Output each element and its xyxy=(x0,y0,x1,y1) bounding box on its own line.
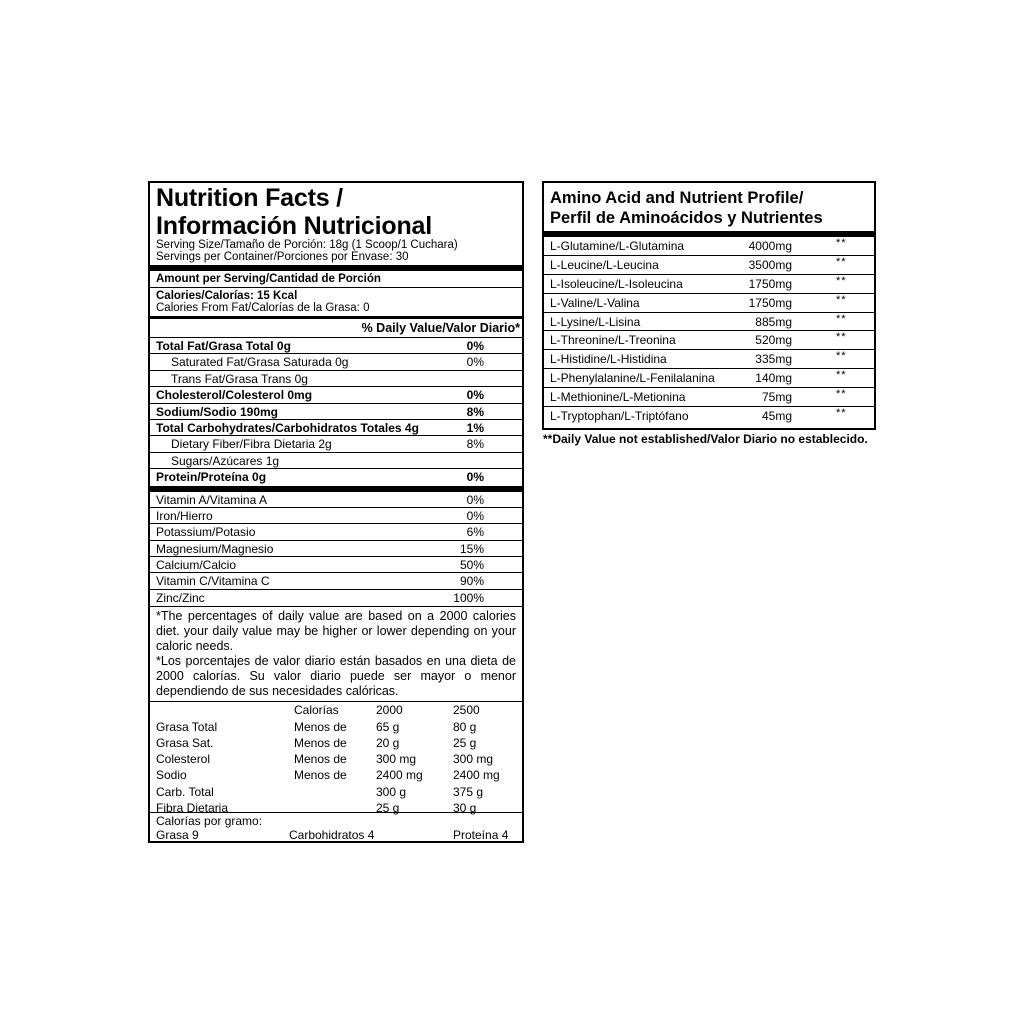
amino-list xyxy=(544,237,874,426)
reference-cell: Colesterol xyxy=(156,752,211,767)
vitamin-label: Iron/Hierro xyxy=(156,508,213,523)
vitamin-row xyxy=(150,541,522,557)
nutrient-row xyxy=(150,387,522,403)
amino-amount: 885mg xyxy=(755,314,792,329)
nutrient-list xyxy=(150,338,522,486)
calories-per-gram xyxy=(150,813,522,843)
vitamin-label: Calcium/Calcio xyxy=(156,558,237,573)
amino-name: L-Leucine/L-Leucina xyxy=(550,257,659,272)
reference-cell: 20 g xyxy=(376,735,400,750)
amino-amount: 4000mg xyxy=(748,239,792,253)
amino-row xyxy=(544,275,874,294)
amino-row xyxy=(544,313,874,332)
nutrient-row xyxy=(150,338,522,354)
amino-amount: 75mg xyxy=(761,390,792,405)
amino-row xyxy=(544,237,874,256)
vitamin-list xyxy=(150,492,522,607)
serving-size: Serving Size/Tamaño de Porción: 18g (1 Scoop/1 Cuchara) xyxy=(156,239,458,251)
nutrient-percent: 8% xyxy=(466,437,484,452)
nutrient-row xyxy=(150,371,522,387)
nutrient-percent: 0% xyxy=(466,470,484,485)
amino-name: L-Threonine/L-Treonina xyxy=(550,333,676,348)
reference-cell: 300 mg xyxy=(376,752,417,767)
amino-name: L-Glutamine/L-Glutamina xyxy=(550,239,685,253)
amino-daily-value: ** xyxy=(836,255,847,268)
amino-amount: 140mg xyxy=(755,371,792,386)
vitamin-row xyxy=(150,524,522,540)
amino-name: L-Lysine/L-Lisina xyxy=(550,314,641,329)
reference-header-cell: 2500 xyxy=(453,703,480,718)
amino-daily-value: ** xyxy=(836,312,847,325)
amino-daily-value: ** xyxy=(836,237,847,249)
reference-cell: Fibra Dietaria xyxy=(156,801,229,816)
reference-cell: Grasa Total xyxy=(156,719,218,734)
carbs-per-gram: Carbohidratos 4 xyxy=(289,828,375,843)
nutrient-row xyxy=(150,420,522,436)
amino-amount: 520mg xyxy=(755,333,792,348)
amino-name: L-Phenylalanine/L-Fenilalanina xyxy=(550,371,715,386)
nutrient-row xyxy=(150,354,522,370)
amino-amount: 45mg xyxy=(761,409,792,424)
amino-row xyxy=(544,294,874,313)
reference-cell: Menos de xyxy=(294,768,347,783)
amino-name: L-Valine/L-Valina xyxy=(550,295,640,310)
amino-daily-value: ** xyxy=(836,293,847,306)
amino-row xyxy=(544,369,874,388)
calories-from-fat: Calories From Fat/Calorías de la Grasa: 0 xyxy=(156,302,370,314)
vitamin-label: Magnesium/Magnesio xyxy=(156,541,274,556)
amino-name: L-Histidine/L-Histidina xyxy=(550,352,667,367)
nutrient-label: Dietary Fiber/Fibra Dietaria 2g xyxy=(171,437,332,452)
divider xyxy=(150,287,522,288)
daily-value-header: % Daily Value/Valor Diario* xyxy=(150,319,522,338)
fat-per-gram: Grasa 9 xyxy=(156,828,199,843)
vitamin-percent: 6% xyxy=(466,525,484,540)
vitamin-row xyxy=(150,573,522,589)
nutrient-percent: 0% xyxy=(466,355,484,370)
footnote xyxy=(150,607,522,701)
vitamin-percent: 0% xyxy=(466,508,484,523)
nutrient-label: Sodium/Sodio 190mg xyxy=(156,404,279,419)
nutrient-label: Total Fat/Grasa Total 0g xyxy=(156,339,291,353)
vitamin-percent: 50% xyxy=(459,558,484,573)
reference-cell: Menos de xyxy=(294,719,347,734)
amino-row xyxy=(544,256,874,275)
daily-value-note: **Daily Value not established/Valor Diario no establecido. xyxy=(543,432,868,446)
nutrient-row xyxy=(150,404,522,420)
vitamin-row xyxy=(150,590,522,606)
nutrition-facts-panel xyxy=(148,181,524,843)
nutrient-percent: 1% xyxy=(466,420,484,435)
amino-daily-value: ** xyxy=(836,407,847,420)
amount-per-serving: Amount per Serving/Cantidad de Porción xyxy=(156,273,381,285)
vitamin-percent: 0% xyxy=(466,492,484,507)
reference-header-cell: 2000 xyxy=(376,703,403,718)
amino-name: L-Methionine/L-Metionina xyxy=(550,390,686,405)
reference-table xyxy=(150,702,522,816)
amino-title xyxy=(544,183,874,231)
amino-acid-panel xyxy=(542,181,876,430)
vitamin-label: Potassium/Potasio xyxy=(156,525,256,540)
reference-cell: 300 g xyxy=(376,784,407,799)
nutrition-header xyxy=(150,186,522,263)
amino-row xyxy=(544,331,874,350)
nutrient-label: Trans Fat/Grasa Trans 0g xyxy=(171,371,308,386)
vitamin-percent: 15% xyxy=(459,541,484,556)
reference-cell: 375 g xyxy=(453,784,484,799)
amino-title-line1: Amino Acid and Nutrient Profile/ xyxy=(550,189,804,207)
nutrient-label: Sugars/Azúcares 1g xyxy=(171,453,280,468)
vitamin-label: Vitamin C/Vitamina C xyxy=(156,574,270,589)
nutrient-row xyxy=(150,436,522,452)
reference-cell: 80 g xyxy=(453,719,477,734)
amino-daily-value: ** xyxy=(836,388,847,401)
reference-cell: 25 g xyxy=(453,735,477,750)
nutrient-percent: 8% xyxy=(466,404,484,419)
amino-daily-value: ** xyxy=(836,331,847,344)
amino-amount: 3500mg xyxy=(748,257,792,272)
vitamin-percent: 100% xyxy=(453,590,484,605)
amino-title-line2: Perfil de Aminoácidos y Nutrientes xyxy=(550,209,823,227)
nutrient-label: Saturated Fat/Grasa Saturada 0g xyxy=(171,355,349,370)
vitamin-label: Zinc/Zinc xyxy=(156,590,205,605)
vitamin-percent: 90% xyxy=(459,574,484,589)
amino-name: L-Isoleucine/L-Isoleucina xyxy=(550,276,683,291)
amino-name: L-Tryptophan/L-Triptófano xyxy=(550,409,689,424)
calories-per-gram-label: Calorías por gramo: xyxy=(156,814,263,829)
nutrient-label: Protein/Proteína 0g xyxy=(156,470,267,485)
reference-cell: Carb. Total xyxy=(156,784,214,799)
reference-cell: Menos de xyxy=(294,735,347,750)
vitamin-row xyxy=(150,508,522,524)
amino-amount: 1750mg xyxy=(748,295,792,310)
nutrient-row xyxy=(150,453,522,469)
reference-cell: Grasa Sat. xyxy=(156,735,214,750)
nutrition-title-line2: Información Nutricional xyxy=(156,212,432,240)
vitamin-row xyxy=(150,557,522,573)
nutrient-percent: 0% xyxy=(466,339,484,353)
nutrient-label: Cholesterol/Colesterol 0mg xyxy=(156,388,313,403)
protein-per-gram: Proteína 4 xyxy=(453,828,509,843)
nutrition-title-line1: Nutrition Facts / xyxy=(156,184,343,212)
footnote-english: *The percentages of daily value are based on a 2000 calories diet. your daily value may be higher or lower depending on your caloric needs. xyxy=(156,609,516,654)
reference-cell: 25 g xyxy=(376,801,400,816)
amino-row xyxy=(544,407,874,426)
amino-row xyxy=(544,388,874,407)
amino-amount: 335mg xyxy=(755,352,792,367)
reference-cell: 65 g xyxy=(376,719,400,734)
vitamin-label: Vitamin A/Vitamina A xyxy=(156,492,267,507)
amino-row xyxy=(544,350,874,369)
reference-cell: Menos de xyxy=(294,752,347,767)
reference-cell: Sodio xyxy=(156,768,187,783)
footnote-spanish: *Los porcentajes de valor diario están basados en una dieta de 2000 calorías. Su valor diario puede ser mayor o menor dependiendo de sus necesidades calóricas. xyxy=(156,654,516,699)
amino-daily-value: ** xyxy=(836,350,847,363)
amino-daily-value: ** xyxy=(836,369,847,382)
amino-amount: 1750mg xyxy=(748,276,792,291)
reference-header-cell: Calorías xyxy=(294,703,339,718)
amino-daily-value: ** xyxy=(836,274,847,287)
calories: Calories/Calorías: 15 Kcal xyxy=(156,290,298,302)
reference-cell: 300 mg xyxy=(453,752,494,767)
nutrient-label: Total Carbohydrates/Carbohidratos Totales 4g xyxy=(156,420,419,435)
reference-cell: 2400 mg xyxy=(453,768,500,783)
servings-per-container: Servings per Container/Porciones por Envase: 30 xyxy=(156,251,409,263)
nutrient-row xyxy=(150,469,522,485)
nutrient-percent: 0% xyxy=(466,388,484,403)
vitamin-row xyxy=(150,492,522,508)
reference-cell: 30 g xyxy=(453,801,477,816)
reference-cell: 2400 mg xyxy=(376,768,423,783)
